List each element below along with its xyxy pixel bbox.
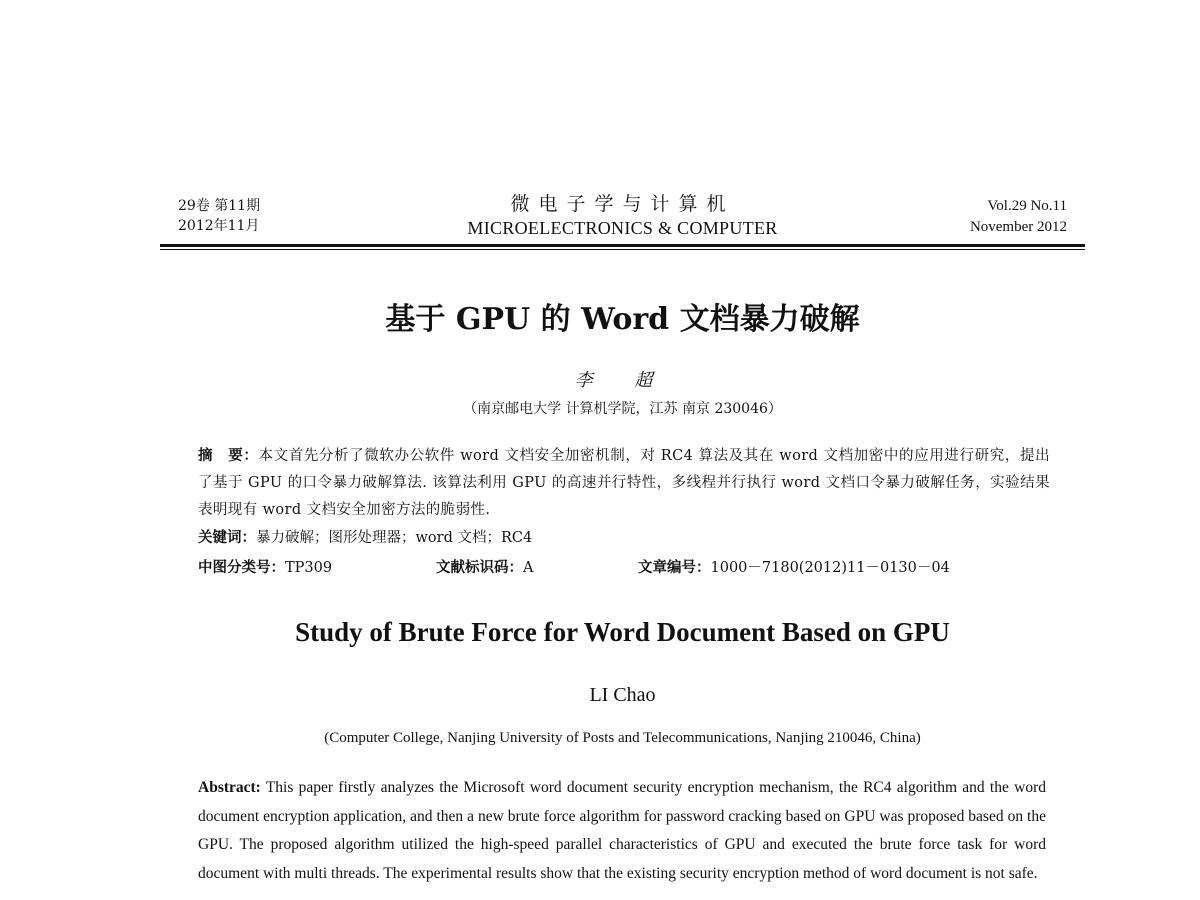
affiliation-en: (Computer College, Nanjing University of Posts and Telecommunications, Nanjing 210046, China) (324, 730, 921, 746)
volume-issue-cn: 29卷 第11期 (178, 198, 261, 214)
paper-title-cn: 基于 GPU 的 Word 文档暴力破解 (385, 302, 860, 337)
document-code (436, 557, 533, 579)
doc-code-label: 文献标识码： (436, 559, 523, 576)
abstract-en-label: Abstract: (198, 779, 261, 796)
volume-issue-en: Vol.29 No.11 (987, 198, 1067, 214)
date-en: November 2012 (969, 219, 1067, 235)
abstract-en (198, 774, 1046, 888)
paper-title-en: Study of Brute Force for Word Document Based on GPU (295, 617, 950, 647)
journal-name-cn: 微电子学与计算机 (510, 193, 735, 215)
abstract-cn-text: 本文首先分析了微软办公软件 word 文档安全加密机制，对 RC4 算法及其在 word 文档加密中的应用进行研究，提出了基于 GPU 的口令暴力破解算法. 该算法利用 GPU 的高速并行特性，多线程并行执行 word 文档口令暴力破解任务，实验结果表明现有 word 文档安全加密方法的脆弱性. (198, 448, 1050, 518)
journal-name-en: MICROELECTRONICS & COMPUTER (467, 218, 778, 238)
abstract-cn-label: 摘 要： (198, 447, 259, 464)
article-no-label: 文章编号： (638, 559, 711, 576)
article-number (638, 557, 950, 579)
keywords-cn-text: 暴力破解；图形处理器；word 文档；RC4 (256, 530, 533, 546)
author-en: LI Chao (589, 684, 656, 706)
doc-code-value: A (523, 560, 534, 576)
author-cn: 李 超 (574, 370, 671, 391)
abstract-cn (198, 442, 1050, 524)
header-center (160, 192, 1085, 240)
clc-label: 中图分类号： (198, 559, 285, 576)
date-cn: 2012年11月 (178, 218, 260, 234)
affiliation-cn: （南京邮电大学 计算机学院，江苏 南京 230046） (463, 401, 782, 417)
header-rule-thick (160, 244, 1085, 247)
abstract-en-text: This paper firstly analyzes the Microsoft word document security encryption mechanism, the RC4 algorithm and the word document encryption application, and then a new brute force algorithm for password cracking based on GPU was proposed based on the GPU. The proposed algorithm utilized the high-speed parallel characteristics of GPU and executed the brute force task for word document with multi threads. The experimental results show that the existing security encryption method of word document is not safe. (198, 779, 1046, 882)
keywords-cn (198, 527, 532, 549)
journal-header (160, 190, 1085, 250)
header-right (970, 196, 1067, 238)
article-no-value: 1000－7180(2012)11－0130－04 (710, 560, 950, 576)
clc-number (198, 557, 332, 579)
clc-value: TP309 (285, 560, 333, 576)
header-rule-thin (160, 249, 1085, 250)
keywords-cn-label: 关键词： (198, 529, 256, 546)
